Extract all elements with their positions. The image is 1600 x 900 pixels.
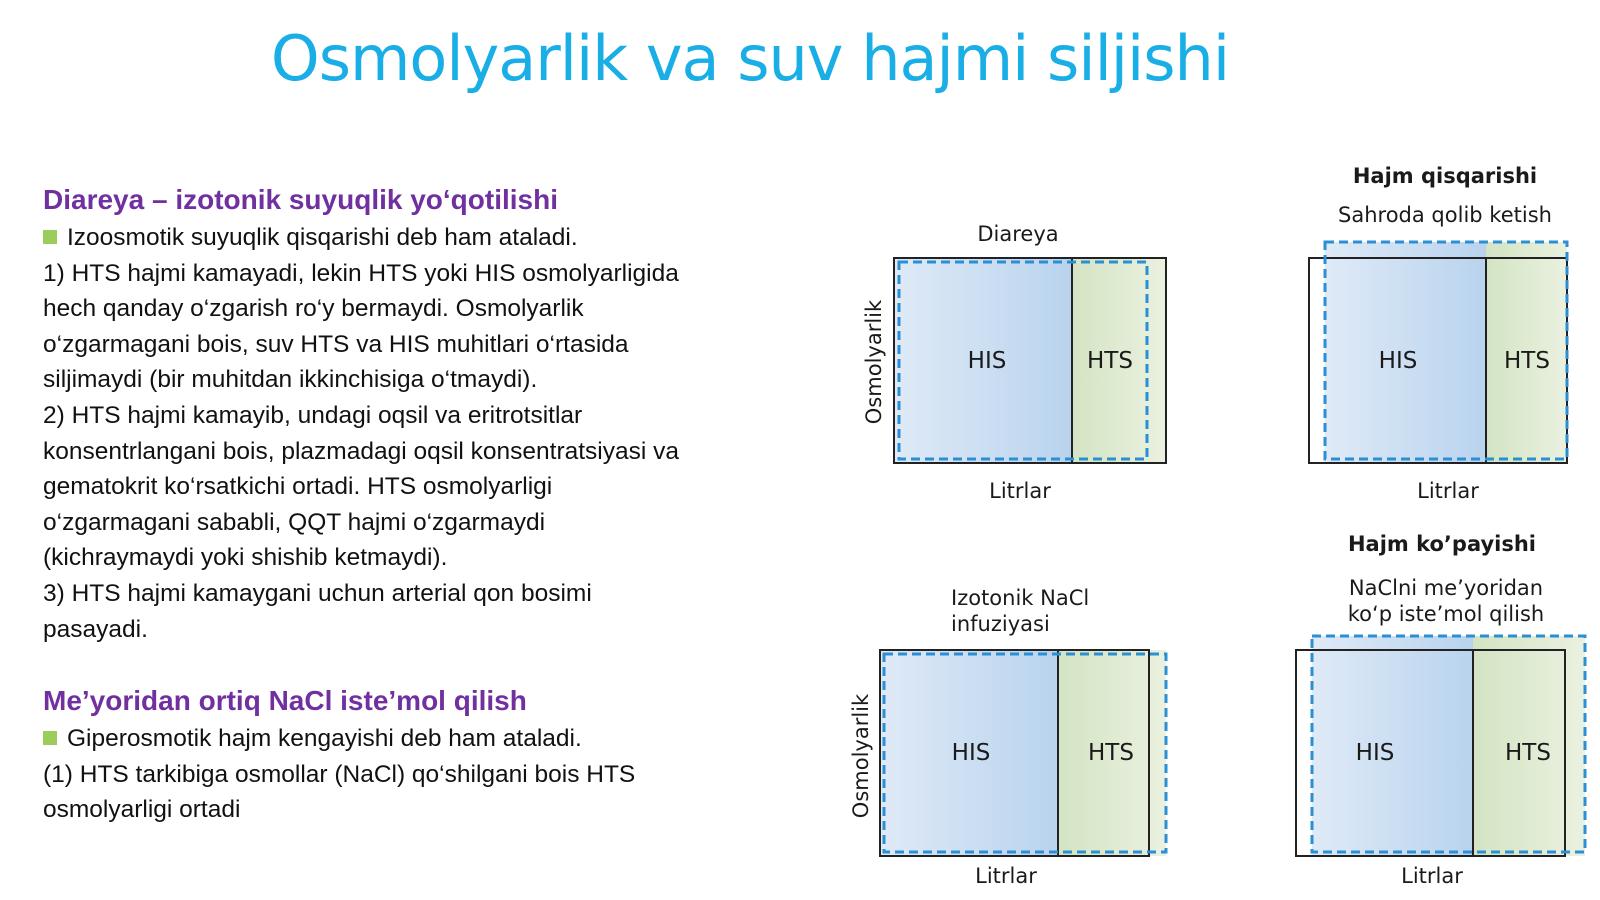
- his-label: HIS: [967, 348, 1007, 374]
- group-heading-volume-contraction: Hajm qisqarishi: [1352, 164, 1538, 188]
- text-line: 2) HTS hajmi kamayib, undagi oqsil va eritrotsitlar: [43, 401, 583, 429]
- x-axis-label: Litrlar: [1401, 864, 1463, 888]
- text-line: (kichraymaydi yoki shishib ketmaydi).: [43, 544, 448, 572]
- panel-title: Sahroda qolib ketish: [1338, 203, 1552, 227]
- x-axis-label: Litrlar: [975, 864, 1037, 888]
- text-line: o‘zgarmagani bois, suv HTS va HIS muhitlari o‘rtasida: [43, 330, 629, 358]
- text-line: gematokrit ko‘rsatkichi ortadi. HTS osmolyarligi: [43, 473, 553, 501]
- slide-title: Osmolyarlik va suv hajmi siljishi: [270, 22, 1230, 95]
- x-axis-label: Litrlar: [989, 479, 1051, 503]
- panel-title-line-2: ko‘p iste’mol qilish: [1347, 602, 1545, 626]
- his-label: HIS: [1378, 348, 1418, 374]
- hts-label: HTS: [1087, 348, 1133, 374]
- section-heading-nacl: Me’yoridan ortiq NaCl iste’mol qilish: [43, 685, 527, 717]
- group-heading-volume-expansion: Hajm ko’payishi: [1347, 532, 1537, 556]
- panel-title: Diareya: [977, 222, 1059, 246]
- text-line: siljimaydi (bir muhitdan ikkinchisiga o‘tmaydi).: [43, 366, 538, 394]
- panel-isotonic: [849, 586, 1166, 888]
- text-line: 1) HTS hajmi kamayadi, lekin HTS yoki HIS osmolyarligida: [43, 259, 679, 287]
- hts-label: HTS: [1505, 740, 1551, 766]
- bullet-text: Izoosmotik suyuqlik qisqarishi deb ham ataladi.: [67, 224, 578, 251]
- text-line: hech qanday o‘zgarish ro‘y bermaydi. Osmolyarlik: [43, 295, 584, 323]
- text-line: o‘zgarmagani sababli, QQT hajmi o‘zgarmaydi: [43, 508, 546, 536]
- text-line: osmolyarligi ortadi: [43, 796, 241, 824]
- hts-label: HTS: [1504, 348, 1550, 374]
- x-axis-label: Litrlar: [1417, 479, 1479, 503]
- panel-title-line-2: infuziyasi: [951, 612, 1050, 636]
- text-line: pasayadi.: [43, 615, 148, 643]
- text-line: 3) HTS hajmi kamaygani uchun arterial qon bosimi: [43, 579, 592, 607]
- section-heading-diarrhea: Diareya – izotonik suyuqlik yo‘qotilishi: [43, 184, 559, 215]
- text-line: konsentrlangani bois, plazmadagi oqsil konsentratsiyasi va: [43, 437, 679, 465]
- text-line: (1) HTS tarkibiga osmollar (NaCl) qo‘shilgani bois HTS: [43, 760, 636, 788]
- his-label: HIS: [1355, 740, 1395, 766]
- his-label: HIS: [951, 740, 991, 766]
- panel-desert: [1309, 203, 1567, 503]
- hts-label: HTS: [1088, 740, 1134, 766]
- panel-diarrhea: [862, 222, 1166, 503]
- y-axis-label: Osmolyarlik: [849, 693, 873, 819]
- panel-nacl: [1296, 576, 1585, 888]
- bullet-text: Giperosmotik hajm kengayishi deb ham ataladi.: [67, 725, 582, 753]
- panel-title-line-1: Izotonik NaCl: [951, 586, 1090, 610]
- y-axis-label: Osmolyarlik: [862, 299, 886, 425]
- panel-title-line-1: NaClni me’yoridan: [1348, 576, 1544, 600]
